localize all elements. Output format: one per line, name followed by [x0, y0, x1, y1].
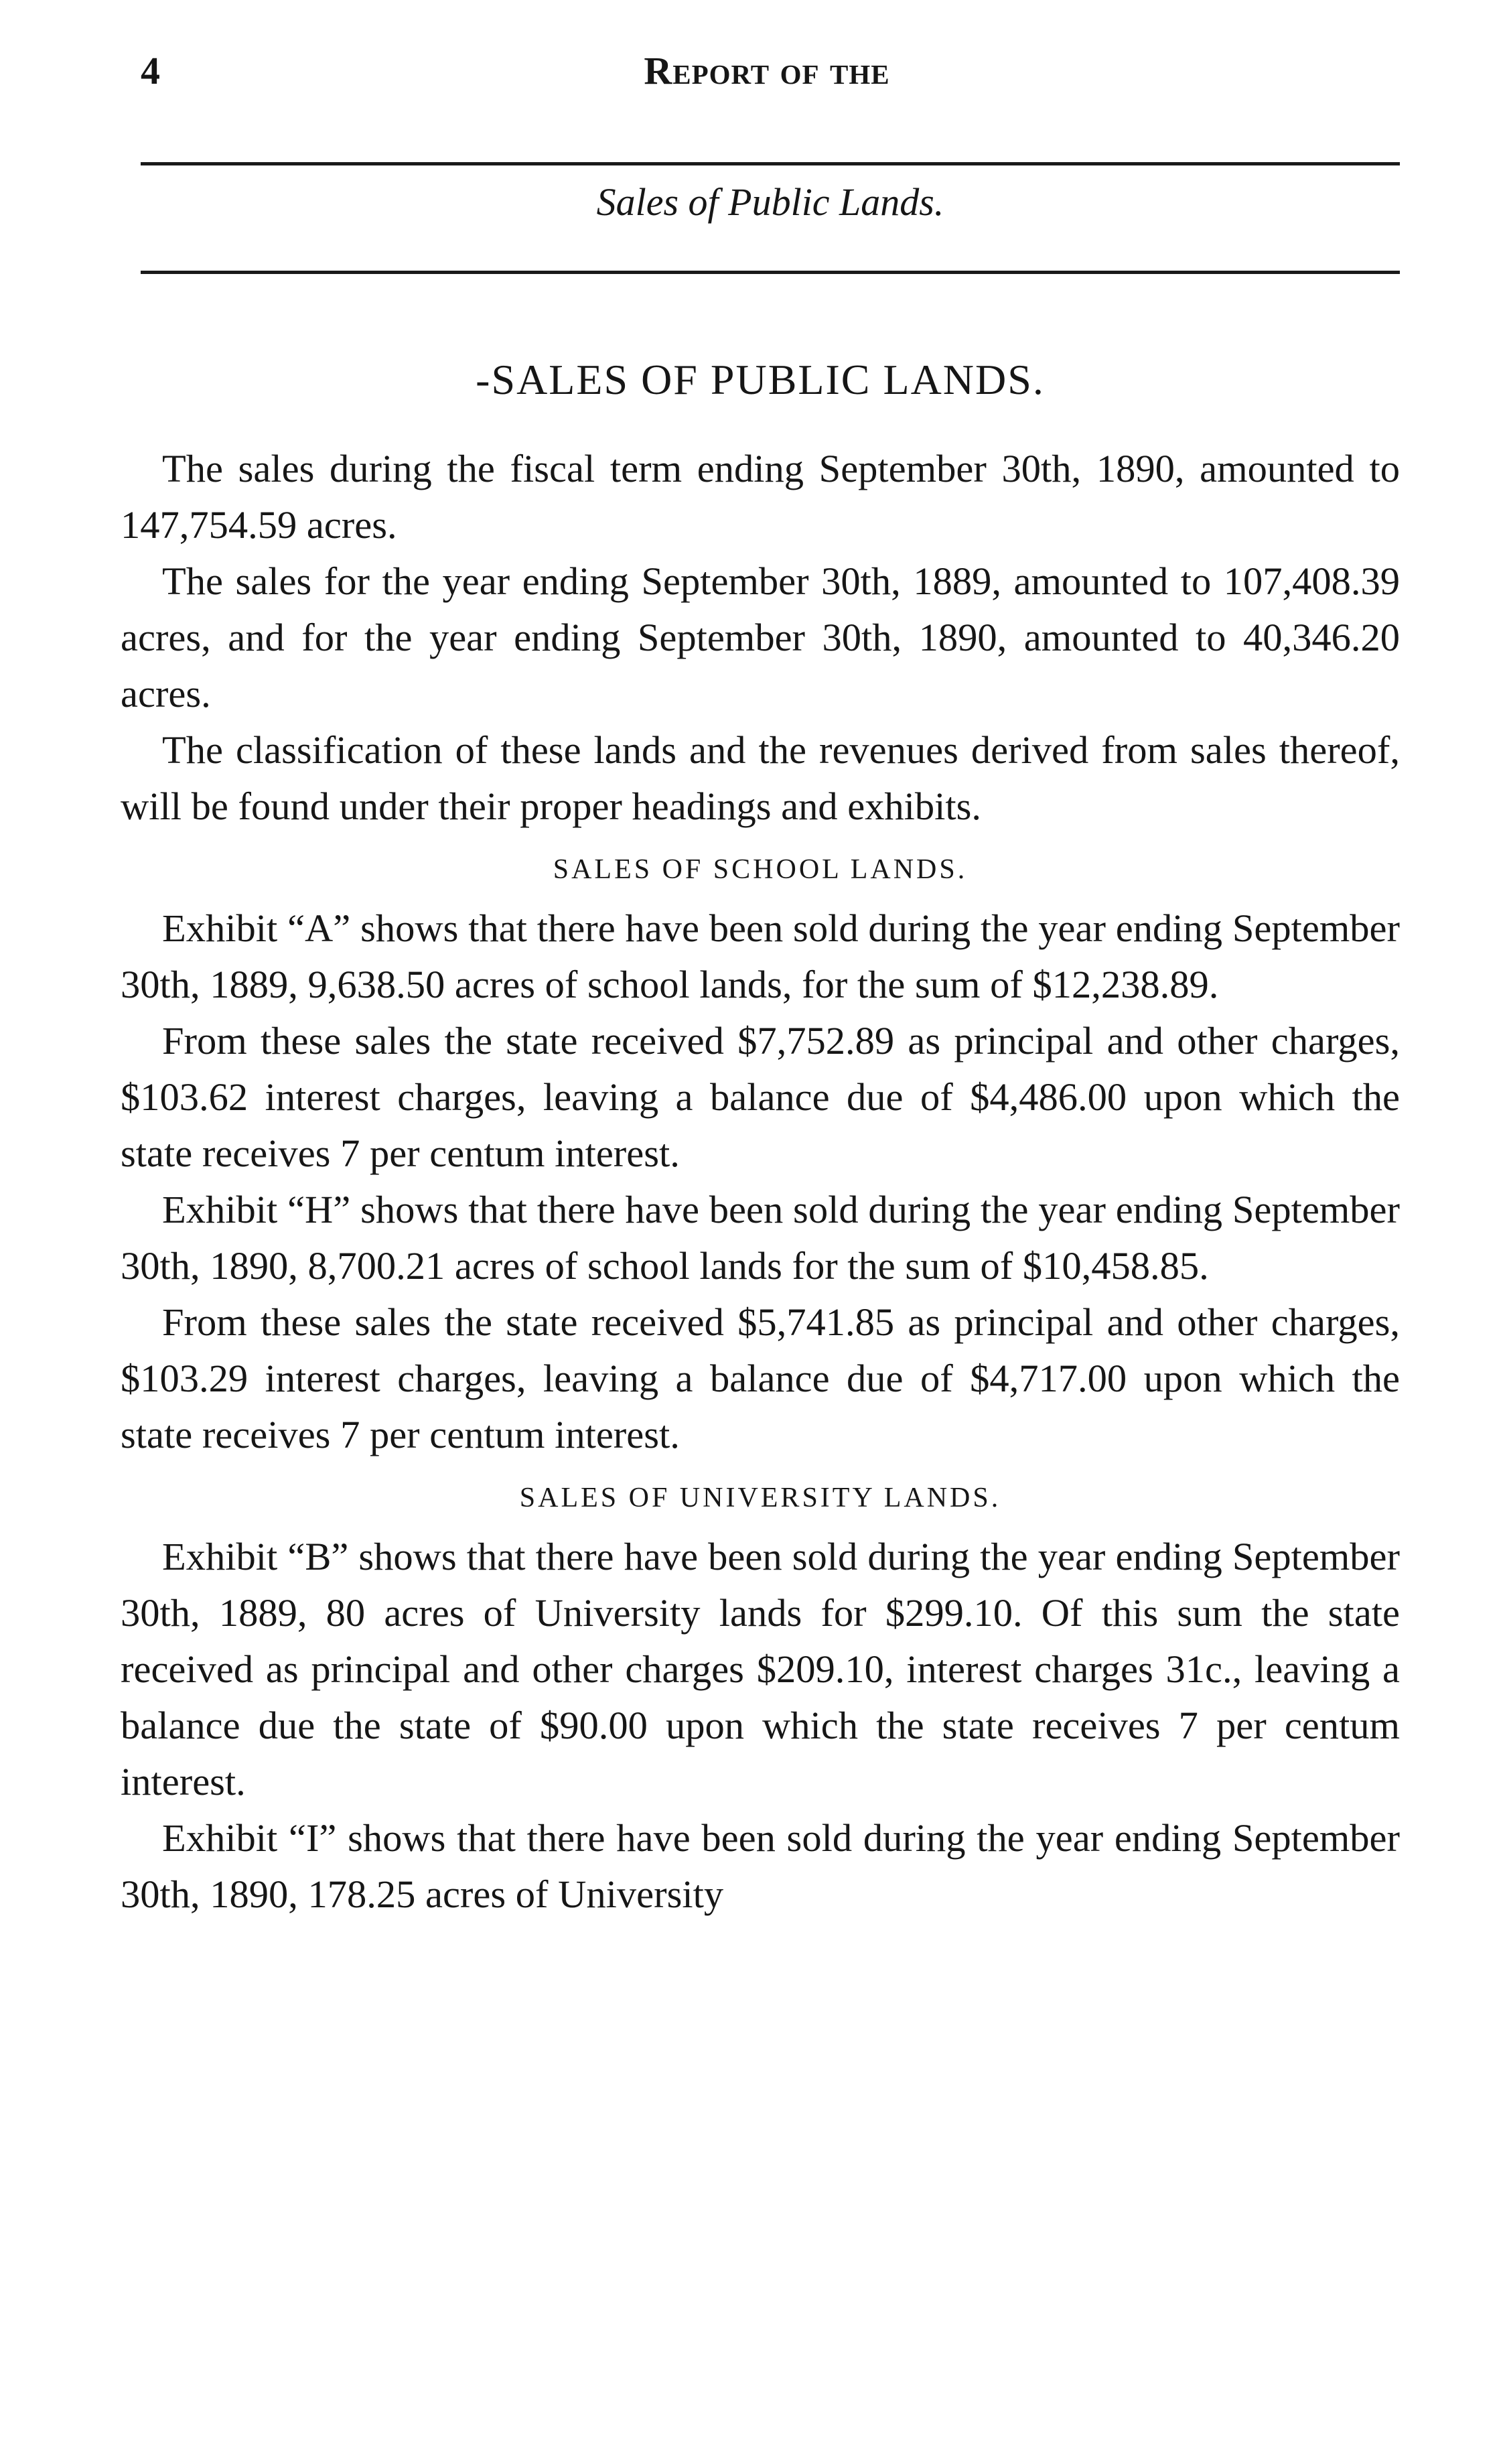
paragraph-exhibit-h-receipts: From these sales the state received $5,741.85 as principal and other charges, $103.29 interest charges, leaving a balance due of $4,717.00 upon which the state receives 7 per centum interest.	[121, 1300, 1400, 1456]
paragraph-exhibit-a-receipts: From these sales the state received $7,752.89 as principal and other charges, $103.62 interest charges, leaving a balance due of $4,486.00 upon which the state receives 7 per centum interest.	[121, 1019, 1400, 1175]
section-heading: -SALES OF PUBLIC LANDS.	[476, 356, 1045, 403]
paragraph-classification: The classification of these lands and the revenues derived from sales thereof, will be found under their proper headings and exhibits.	[121, 728, 1400, 828]
running-title: Report of the	[644, 49, 890, 92]
university-lands-heading: SALES OF UNIVERSITY LANDS.	[519, 1483, 1001, 1513]
header-rule-bottom	[141, 271, 1400, 274]
running-head	[134, 48, 1400, 109]
page-number: 4	[141, 49, 160, 92]
paragraph-exhibit-i: Exhibit “I” shows that there have been sold during the year ending September 30th, 1890, 178.25 acres of University	[121, 1816, 1400, 1916]
section-subtitle: Sales of Public Lands.	[596, 180, 944, 224]
body-text	[121, 355, 1400, 1923]
header-rule-top	[141, 162, 1400, 165]
paragraph-exhibit-b: Exhibit “B” shows that there have been sold during the year ending September 30th, 1889, 80 acres of University lands for $299.10. Of this sum the state received as principal and other charges $209.10, interest charges 31c., leaving a balance due the state of $90.00 upon which the state receives 7 per centum interest.	[121, 1535, 1400, 1803]
paragraph-yearly-sales: The sales for the year ending September 30th, 1889, amounted to 107,408.39 acres, and for the year ending September 30th, 1890, amounted to 40,346.20 acres.	[121, 559, 1400, 715]
school-lands-heading: SALES OF SCHOOL LANDS.	[553, 854, 968, 885]
paragraph-exhibit-h: Exhibit “H” shows that there have been sold during the year ending September 30th, 1890, 8,700.21 acres of school lands for the sum of $10,458.85.	[121, 1188, 1400, 1288]
paragraph-fiscal-term: The sales during the fiscal term ending September 30th, 1890, amounted to 147,754.59 acres.	[121, 447, 1400, 547]
paragraph-exhibit-a: Exhibit “A” shows that there have been sold during the year ending September 30th, 1889, 9,638.50 acres of school lands, for the sum of $12,238.89.	[121, 906, 1400, 1006]
